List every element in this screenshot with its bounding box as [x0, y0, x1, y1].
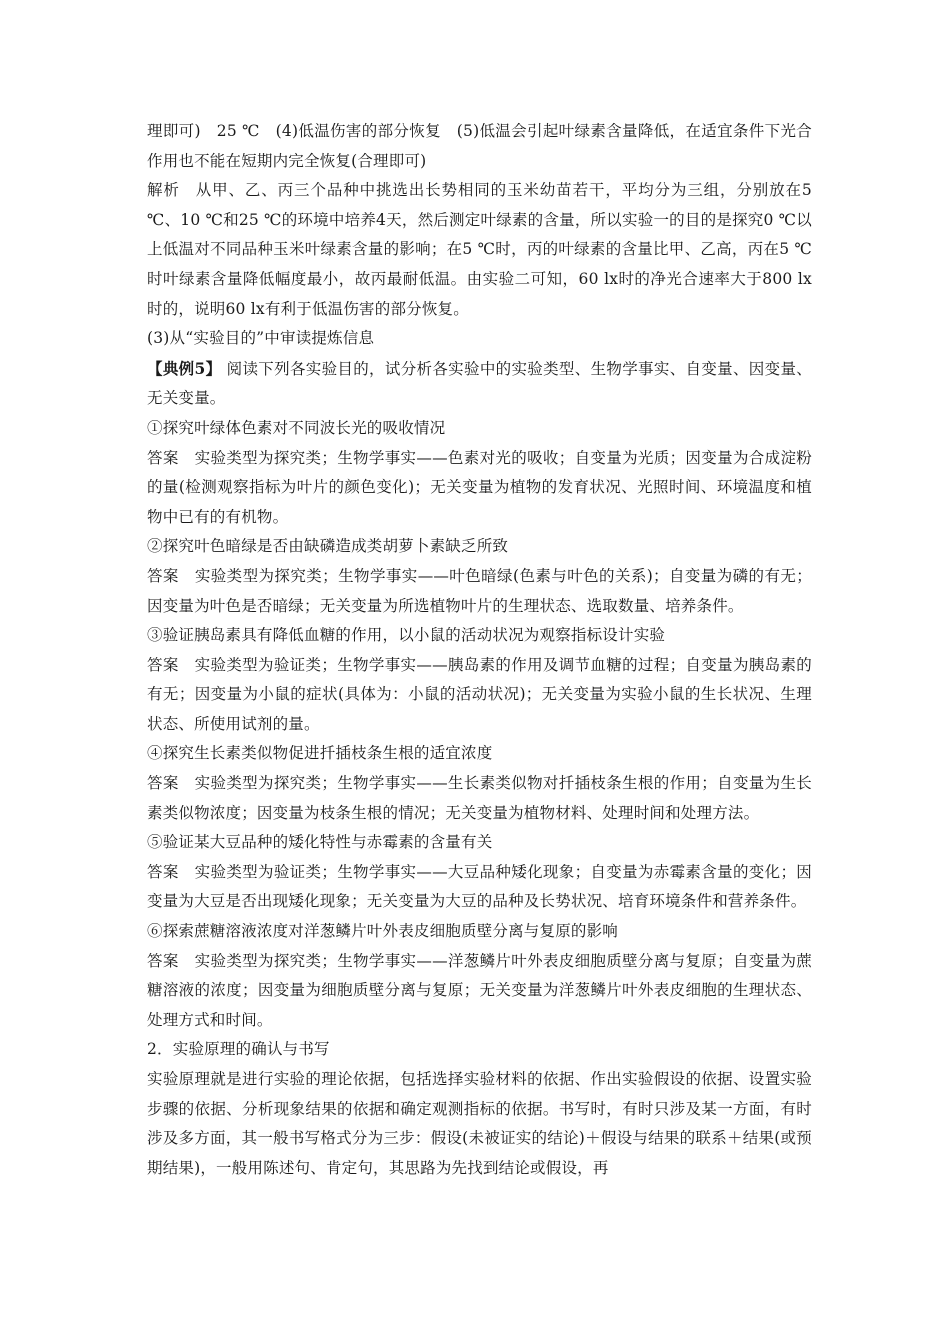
example-item-6 [147, 917, 812, 1035]
example-item-3 [147, 621, 812, 739]
analysis-text: 从甲、乙、丙三个品种中挑选出长势相同的玉米幼苗若干，平均分为三组，分别放在5 ℃、10 ℃和25 ℃的环境中培养4天，然后测定叶绿素的含量，所以实验一的目的是探究0 ℃以上低温对不同品种玉米叶绿素含量的影响；在5 ℃时，丙的叶绿素的含量比甲、乙高，丙在5 ℃时叶绿素含量降低幅度最小，故丙最耐低温。由实验二可知，60 lx时的净光合速率大于800 lx时的，说明60 lx有利于低温伤害的部分恢复。 [147, 181, 812, 318]
item-title: ⑤验证某大豆品种的矮化特性与赤霉素的含量有关 [147, 833, 493, 852]
example-item-4 [147, 739, 812, 828]
principle-paragraph: 实验原理就是进行实验的理论依据，包括选择实验材料的依据、作出实验假设的依据、设置实验步骤的依据、分析现象结果的依据和确定观测指标的依据。书写时，有时只涉及某一方面，有时涉及多方面，其一般书写格式分为三步：假设(未被证实的结论)＋假设与结果的联系＋结果(或预期结果)，一般用陈述句、肯定句，其思路为先找到结论或假设，再 [147, 1070, 812, 1177]
item-answer [147, 947, 812, 1036]
item-title: ①探究叶绿体色素对不同波长光的吸收情况 [147, 418, 446, 437]
item-answer [147, 769, 812, 828]
example-item-2 [147, 532, 812, 621]
example-item-5 [147, 828, 812, 917]
answer-text: 实验类型为探究类；生物学事实——色素对光的吸收；自变量为光质；因变量为合成淀粉的量(检测观察指标为叶片的颜色变化)；无关变量为植物的发育状况、光照时间、环境温度和植物中已有的有机物。 [147, 448, 812, 526]
answer-label: 答案 [147, 448, 179, 467]
answer-text: 实验类型为探究类；生物学事实——叶色暗绿(色素与叶色的关系)；自变量为磷的有无；因变量为叶色是否暗绿；无关变量为所选植物叶片的生理状态、选取数量、培养条件。 [147, 566, 812, 615]
answer-label: 答案 [147, 774, 179, 793]
item-answer [147, 651, 812, 740]
item-title: ③验证胰岛素具有降低血糖的作用，以小鼠的活动状况为观察指标设计实验 [147, 626, 666, 645]
answer-text: 实验类型为验证类；生物学事实——胰岛素的作用及调节血糖的过程；自变量为胰岛素的有无；因变量为小鼠的症状(具体为：小鼠的活动状况)；无关变量为实验小鼠的生长状况、生理状态、所使用试剂的量。 [147, 655, 812, 733]
item-answer [147, 858, 812, 917]
item-title: ⑥探索蔗糖溶液浓度对洋葱鳞片叶外表皮细胞质壁分离与复原的影响 [147, 922, 619, 941]
item-title: ②探究叶色暗绿是否由缺磷造成类胡萝卜素缺乏所致 [147, 537, 509, 556]
analysis-label: 解析 [147, 181, 180, 200]
example-item-1 [147, 414, 812, 532]
section-subheading: (3)从“实验目的”中审读提炼信息 [147, 329, 375, 348]
answer-text: 实验类型为探究类；生物学事实——洋葱鳞片叶外表皮细胞质壁分离与复原；自变量为蔗糖溶液的浓度；因变量为细胞质壁分离与复原；无关变量为洋葱鳞片叶外表皮细胞的生理状态、处理方式和时间。 [147, 951, 812, 1029]
answer-text: 实验类型为探究类；生物学事实——生长素类似物对扦插枝条生根的作用；自变量为生长素类似物浓度；因变量为枝条生根的情况；无关变量为植物材料、处理时间和处理方法。 [147, 774, 812, 822]
item-answer [147, 562, 812, 621]
answer-continuation: 理即可) 25 ℃ (4)低温伤害的部分恢复 (5)低温会引起叶绿素含量降低，在适宜条件下光合作用也不能在短期内完全恢复(合理即可) [147, 122, 812, 170]
item-answer [147, 444, 812, 533]
example-text: 阅读下列各实验目的，试分析各实验中的实验类型、生物学事实、自变量、因变量、无关变量。 [147, 359, 812, 408]
answer-label: 答案 [147, 862, 179, 881]
document-page [147, 117, 812, 1183]
answer-label: 答案 [147, 951, 179, 970]
answer-text: 实验类型为验证类；生物学事实——大豆品种矮化现象；自变量为赤霉素含量的变化；因变量为大豆是否出现矮化现象；无关变量为大豆的品种及长势状况、培育环境条件和营养条件。 [147, 862, 812, 911]
section-heading: 2．实验原理的确认与书写 [147, 1040, 330, 1059]
item-title: ④探究生长素类似物促进扦插枝条生根的适宜浓度 [147, 744, 493, 763]
analysis-paragraph [147, 176, 812, 324]
answer-label: 答案 [147, 566, 179, 585]
example-intro [147, 354, 812, 414]
answer-label: 答案 [147, 655, 179, 674]
example-label: 【典例5】 [147, 358, 222, 378]
